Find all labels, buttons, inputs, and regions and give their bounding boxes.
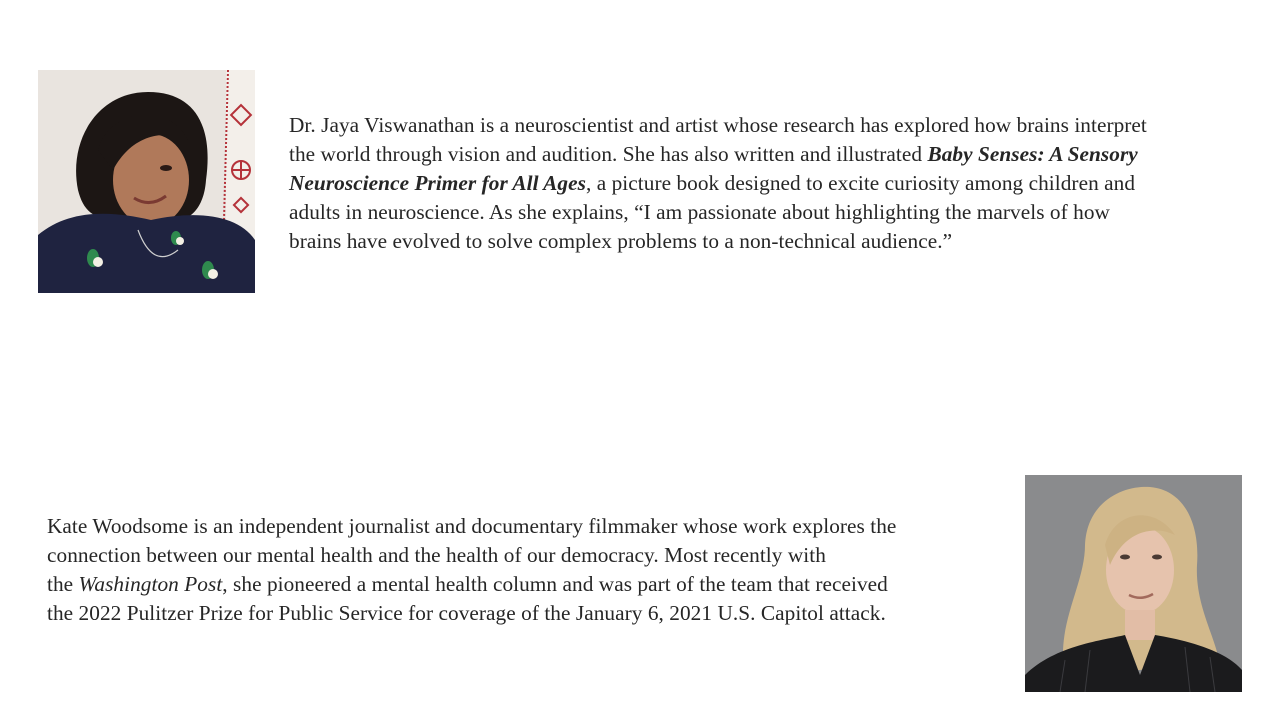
bio-line (289, 169, 1239, 198)
bio-text: the world through vision and audition. She has also written and illustrated (289, 142, 928, 166)
book-title: Baby Senses: A Sensory (927, 142, 1138, 166)
bio-text: , she pioneered a mental health column and was part of the team that received (222, 572, 888, 596)
portrait-photo-icon (38, 70, 255, 293)
bio-text: the (47, 572, 79, 596)
portrait-photo-icon (1025, 475, 1242, 692)
bio-line: Dr. Jaya Viswanathan is a neuroscientist and artist whose research has explored how brains interpret (289, 113, 1147, 137)
bio-line: brains have evolved to solve complex problems to a non-technical audience.” (289, 229, 953, 253)
bio-line: connection between our mental health and the health of our democracy. Most recently with (47, 543, 826, 567)
kate-woodsome-bio (47, 512, 997, 628)
bio-line: Kate Woodsome is an independent journalist and documentary filmmaker whose work explores the (47, 514, 897, 538)
bio-line: adults in neuroscience. As she explains, “I am passionate about highlighting the marvels of how (289, 200, 1110, 224)
bio-line: the 2022 Pulitzer Prize for Public Service for coverage of the January 6, 2021 U.S. Capitol attack. (47, 601, 886, 625)
bio-text: , a picture book designed to excite curiosity among children and (585, 171, 1136, 195)
publication-name: Washington Post (78, 572, 223, 596)
jaya-viswanathan-bio (289, 111, 1239, 256)
kate-woodsome-photo (1025, 475, 1242, 692)
bio-line (47, 570, 997, 599)
book-title: Neuroscience Primer for All Ages (289, 171, 586, 195)
jaya-viswanathan-photo (38, 70, 255, 293)
bio-line (289, 140, 1239, 169)
